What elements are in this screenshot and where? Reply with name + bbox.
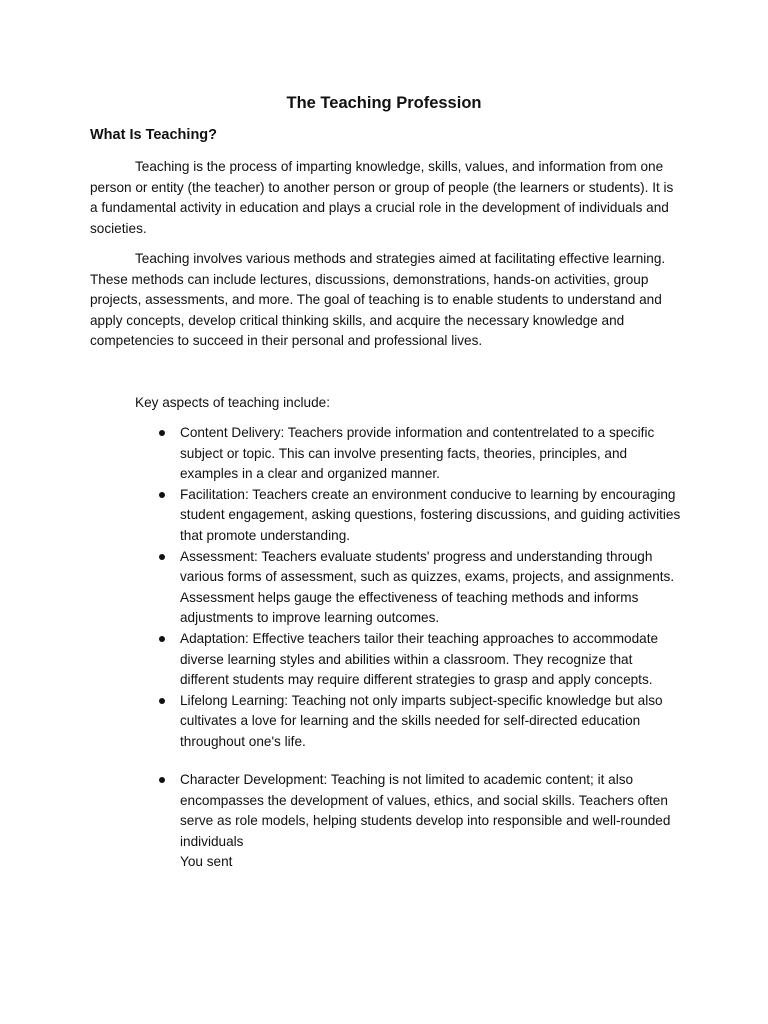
bullet-icon [159,698,165,704]
list-item-text: Content Delivery: Teachers provide information and contentrelated to a specific subject or topic. This can involve presenting facts, theories, principles, and examples in a clear and organized manner. [180,425,655,482]
bullet-icon [159,777,165,783]
list-item-text: Character Development: Teaching is not limited to academic content; it also encompasses the development of values, ethics, and social skills. Teachers often serve as role models, helping students develop into responsible and well-rounded individuals [180,772,671,849]
bullet-icon [159,554,165,560]
key-aspects-intro: Key aspects of teaching include: [135,395,330,410]
page-title: The Teaching Profession [286,94,482,112]
trailing-text: You sent [180,854,233,870]
list-item-text: Adaptation: Effective teachers tailor their teaching approaches to accommodate diverse learning styles and abilities within a classroom. They recognize that different students may require different strategies to grasp and apply concepts. [180,630,659,688]
list-item [135,423,683,485]
body-paragraph: Teaching is the process of imparting knowledge, skills, values, and information from one person or entity (the teacher) to another person or group of people (the learners or students). It is a fundamental activity in education and plays a crucial role in the development of individuals and societies. [90,159,674,236]
list-item [135,485,683,547]
list-item [135,691,683,753]
list-item-text: Facilitation: Teachers create an environment conducive to learning by encouraging student engagement, asking questions, fostering discussions, and guiding activities that promote understanding. [180,486,681,543]
body-paragraph: Teaching involves various methods and strategies aimed at facilitating effective learning. These methods can include lectures, discussions, demonstrations, hands-on activities, group projects, assessments, and more. The goal of teaching is to enable students to understand and apply concepts, develop critical thinking skills, and acquire the necessary knowledge and competencies to succeed in their personal and professional lives. [90,251,666,349]
list-item [135,629,683,691]
list-item-text: Lifelong Learning: Teaching not only imparts subject-specific knowledge but also cultivates a love for learning and the skills needed for self-directed education throughout one's life. [180,692,663,749]
bullet-icon [159,430,165,436]
section-heading: What Is Teaching? [90,127,218,143]
list-item [135,770,683,873]
list-item-text: Assessment: Teachers evaluate students' progress and understanding through various forms of assessment, such as quizzes, exams, projects, and assignments. Assessment helps gauge the effectiveness of teaching methods and informs adjustments to improve learning outcomes. [180,548,675,626]
bullet-icon [159,492,165,498]
key-aspects-list-continued [135,770,683,873]
key-aspects-list [135,423,683,753]
list-item [135,547,683,629]
bullet-icon [159,636,165,642]
